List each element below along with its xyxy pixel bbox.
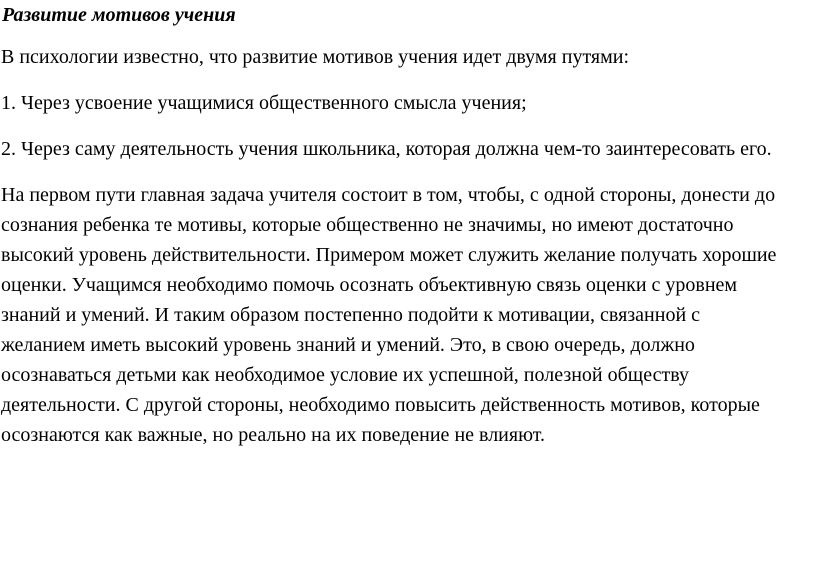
- paragraph-line: осознаваться детьми как необходимое условие их успешной, полезной обществу: [1, 364, 689, 386]
- paragraph-line: оценки. Учащимся необходимо помочь осознать объективную связь оценки с уровнем: [1, 274, 738, 296]
- document-title: Развитие мотивов учения: [2, 4, 236, 26]
- list-item: 2. Через саму деятельность учения школьника, которая должна чем-то заинтересовать его.: [1, 138, 772, 160]
- paragraph-line: осознаются как важные, но реально на их поведение не влияют.: [1, 424, 545, 446]
- paragraph-line: желанием иметь высокий уровень знаний и умений. Это, в свою очередь, должно: [1, 334, 695, 356]
- paragraph-line: деятельности. С другой стороны, необходимо повысить действенность мотивов, которые: [1, 394, 760, 416]
- body-paragraph: [1, 180, 776, 450]
- paragraph-line: знаний и умений. И таким образом постепенно подойти к мотивации, связанной с: [1, 304, 701, 326]
- paragraph-line: сознания ребенка те мотивы, которые общественно не значимы, но имеют достаточно: [1, 214, 734, 236]
- list-item: 1. Через усвоение учащимися общественного смысла учения;: [1, 92, 527, 114]
- intro-text: В психологии известно, что развитие мотивов учения идет двумя путями:: [1, 46, 630, 68]
- paragraph-line: На первом пути главная задача учителя состоит в том, чтобы, с одной стороны, донести до: [1, 184, 776, 206]
- paragraph-line: высокий уровень действительности. Примером может служить желание получать хорошие: [1, 244, 777, 266]
